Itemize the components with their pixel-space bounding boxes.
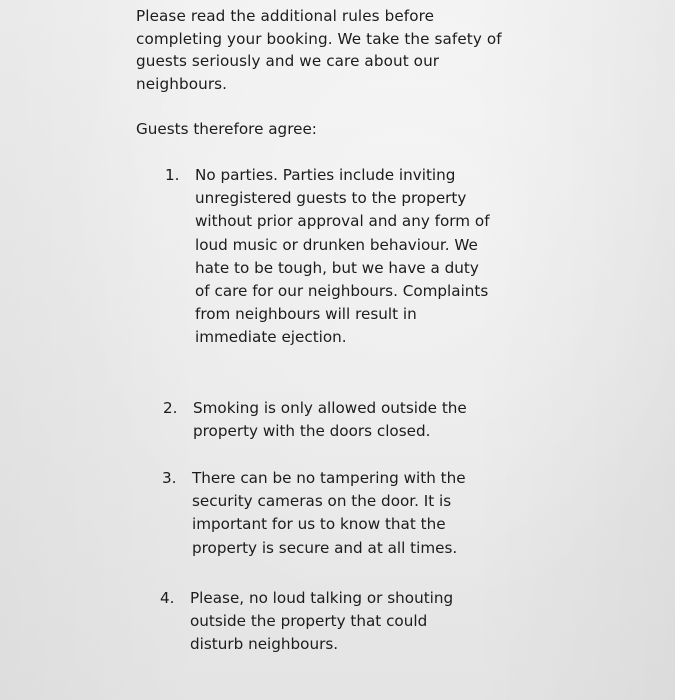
rule-number: 4. [160,589,175,607]
agree-line: Guests therefore agree: [136,120,317,138]
rule-item [162,467,492,560]
rule-number: 3. [162,469,177,487]
rule-item [163,397,493,443]
rule-text: No parties. Parties include inviting unregistered guests to the property without prior approval and any form of loud music or drunken behaviour. We hate to be tough, but we have a duty of care for our neighbours. Complaints from neighbours will result in immediate ejection. [195,166,490,347]
rule-item [160,587,480,657]
intro-paragraph: Please read the additional rules before completing your booking. We take the safety of guests seriously and we care about our neighbours. [136,7,502,94]
rule-text: Smoking is only allowed outside the property with the doors closed. [193,399,467,441]
rule-number: 1. [165,166,180,184]
rule-text: There can be no tampering with the security cameras on the door. It is important for us to know that the property is secure and at all times. [192,469,466,557]
rule-number: 2. [163,399,178,417]
rule-item [165,164,495,350]
rule-text: Please, no loud talking or shouting outside the property that could disturb neighbours. [190,589,454,654]
